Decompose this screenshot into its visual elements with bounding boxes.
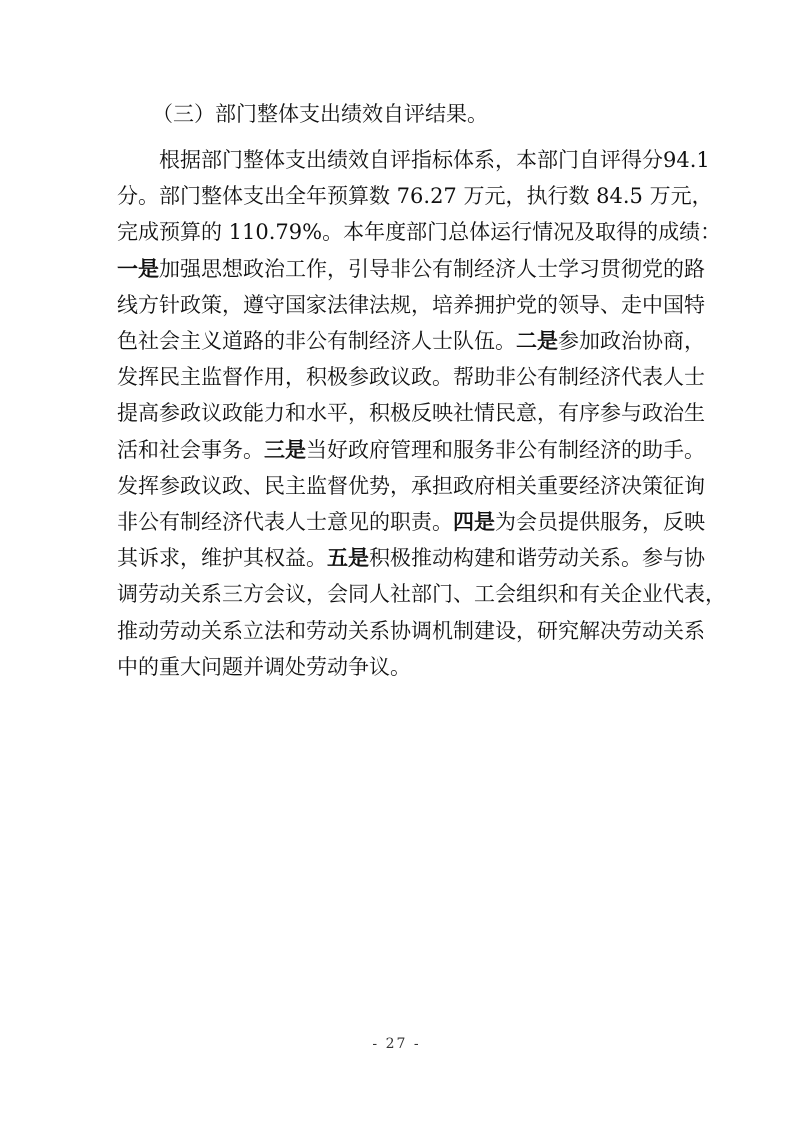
item-marker: 三是	[264, 436, 306, 462]
item-marker: 一是	[117, 255, 159, 281]
text-segment: 色社会主义道路的非公有制经济人士队伍。	[117, 329, 516, 353]
text-line	[117, 471, 707, 501]
text-line	[117, 616, 707, 646]
text-line	[117, 362, 707, 392]
text-line	[117, 579, 726, 609]
text-segment: 积极推动构建和谐劳动关系。参与协	[369, 546, 705, 571]
text-segment: 为会员提供服务，反映	[495, 510, 705, 534]
text-line	[117, 290, 707, 320]
text-line	[117, 145, 710, 175]
page-number: - 27 -	[372, 1036, 421, 1052]
text-segment: 参加政治协商，	[558, 329, 705, 353]
text-line	[117, 217, 722, 247]
text-segment: 调劳动关系三方会议，会同人社部门、工会组织和有关企业代表，	[117, 582, 726, 607]
text-segment: 完成预算的 110.79%。本年度部门总体运行情况及取得的成绩：	[117, 220, 722, 245]
text-segment: 中的重大问题并调处劳动争议。	[117, 654, 411, 679]
text-segment: 根据部门整体支出绩效自评指标体系，本部门自评得分94.1	[117, 148, 710, 172]
text-line	[117, 254, 707, 284]
text-line	[117, 181, 713, 211]
text-segment: 活和社会事务。	[117, 437, 264, 462]
text-segment: 发挥参政议政、民主监督优势，承担政府相关重要经济决策征询	[117, 473, 705, 498]
text-segment: 发挥民主监督作用，积极参政议政。帮助非公有制经济代表人士	[117, 365, 705, 390]
text-line	[117, 507, 707, 537]
item-marker: 五是	[327, 545, 369, 571]
text-segment: 加强思想政治工作，引导非公有制经济人士学习贯彻党的路	[159, 256, 705, 281]
item-marker: 二是	[516, 328, 558, 353]
text-line	[117, 435, 707, 465]
text-segment: 当好政府管理和服务非公有制经济的助手。	[306, 437, 705, 462]
text-line	[117, 543, 707, 573]
section-heading: （三）部门整体支出绩效自评结果。	[152, 102, 488, 126]
text-segment: 线方针政策，遵守国家法律法规，培养拥护党的领导、走中国特	[117, 292, 705, 317]
text-segment: 分。部门整体支出全年预算数 76.27 万元，执行数 84.5 万元，	[117, 184, 713, 209]
text-line	[117, 398, 707, 428]
text-segment: 其诉求，维护其权益。	[117, 546, 327, 571]
item-marker: 四是	[453, 509, 495, 534]
text-segment: 推动劳动关系立法和劳动关系协调机制建设，研究解决劳动关系	[117, 618, 705, 643]
text-segment: 非公有制经济代表人士意见的职责。	[117, 510, 453, 534]
text-line	[117, 326, 707, 356]
text-segment: 提高参政议政能力和水平，积极反映社情民意，有序参与政治生	[117, 401, 705, 426]
text-line	[117, 652, 707, 682]
